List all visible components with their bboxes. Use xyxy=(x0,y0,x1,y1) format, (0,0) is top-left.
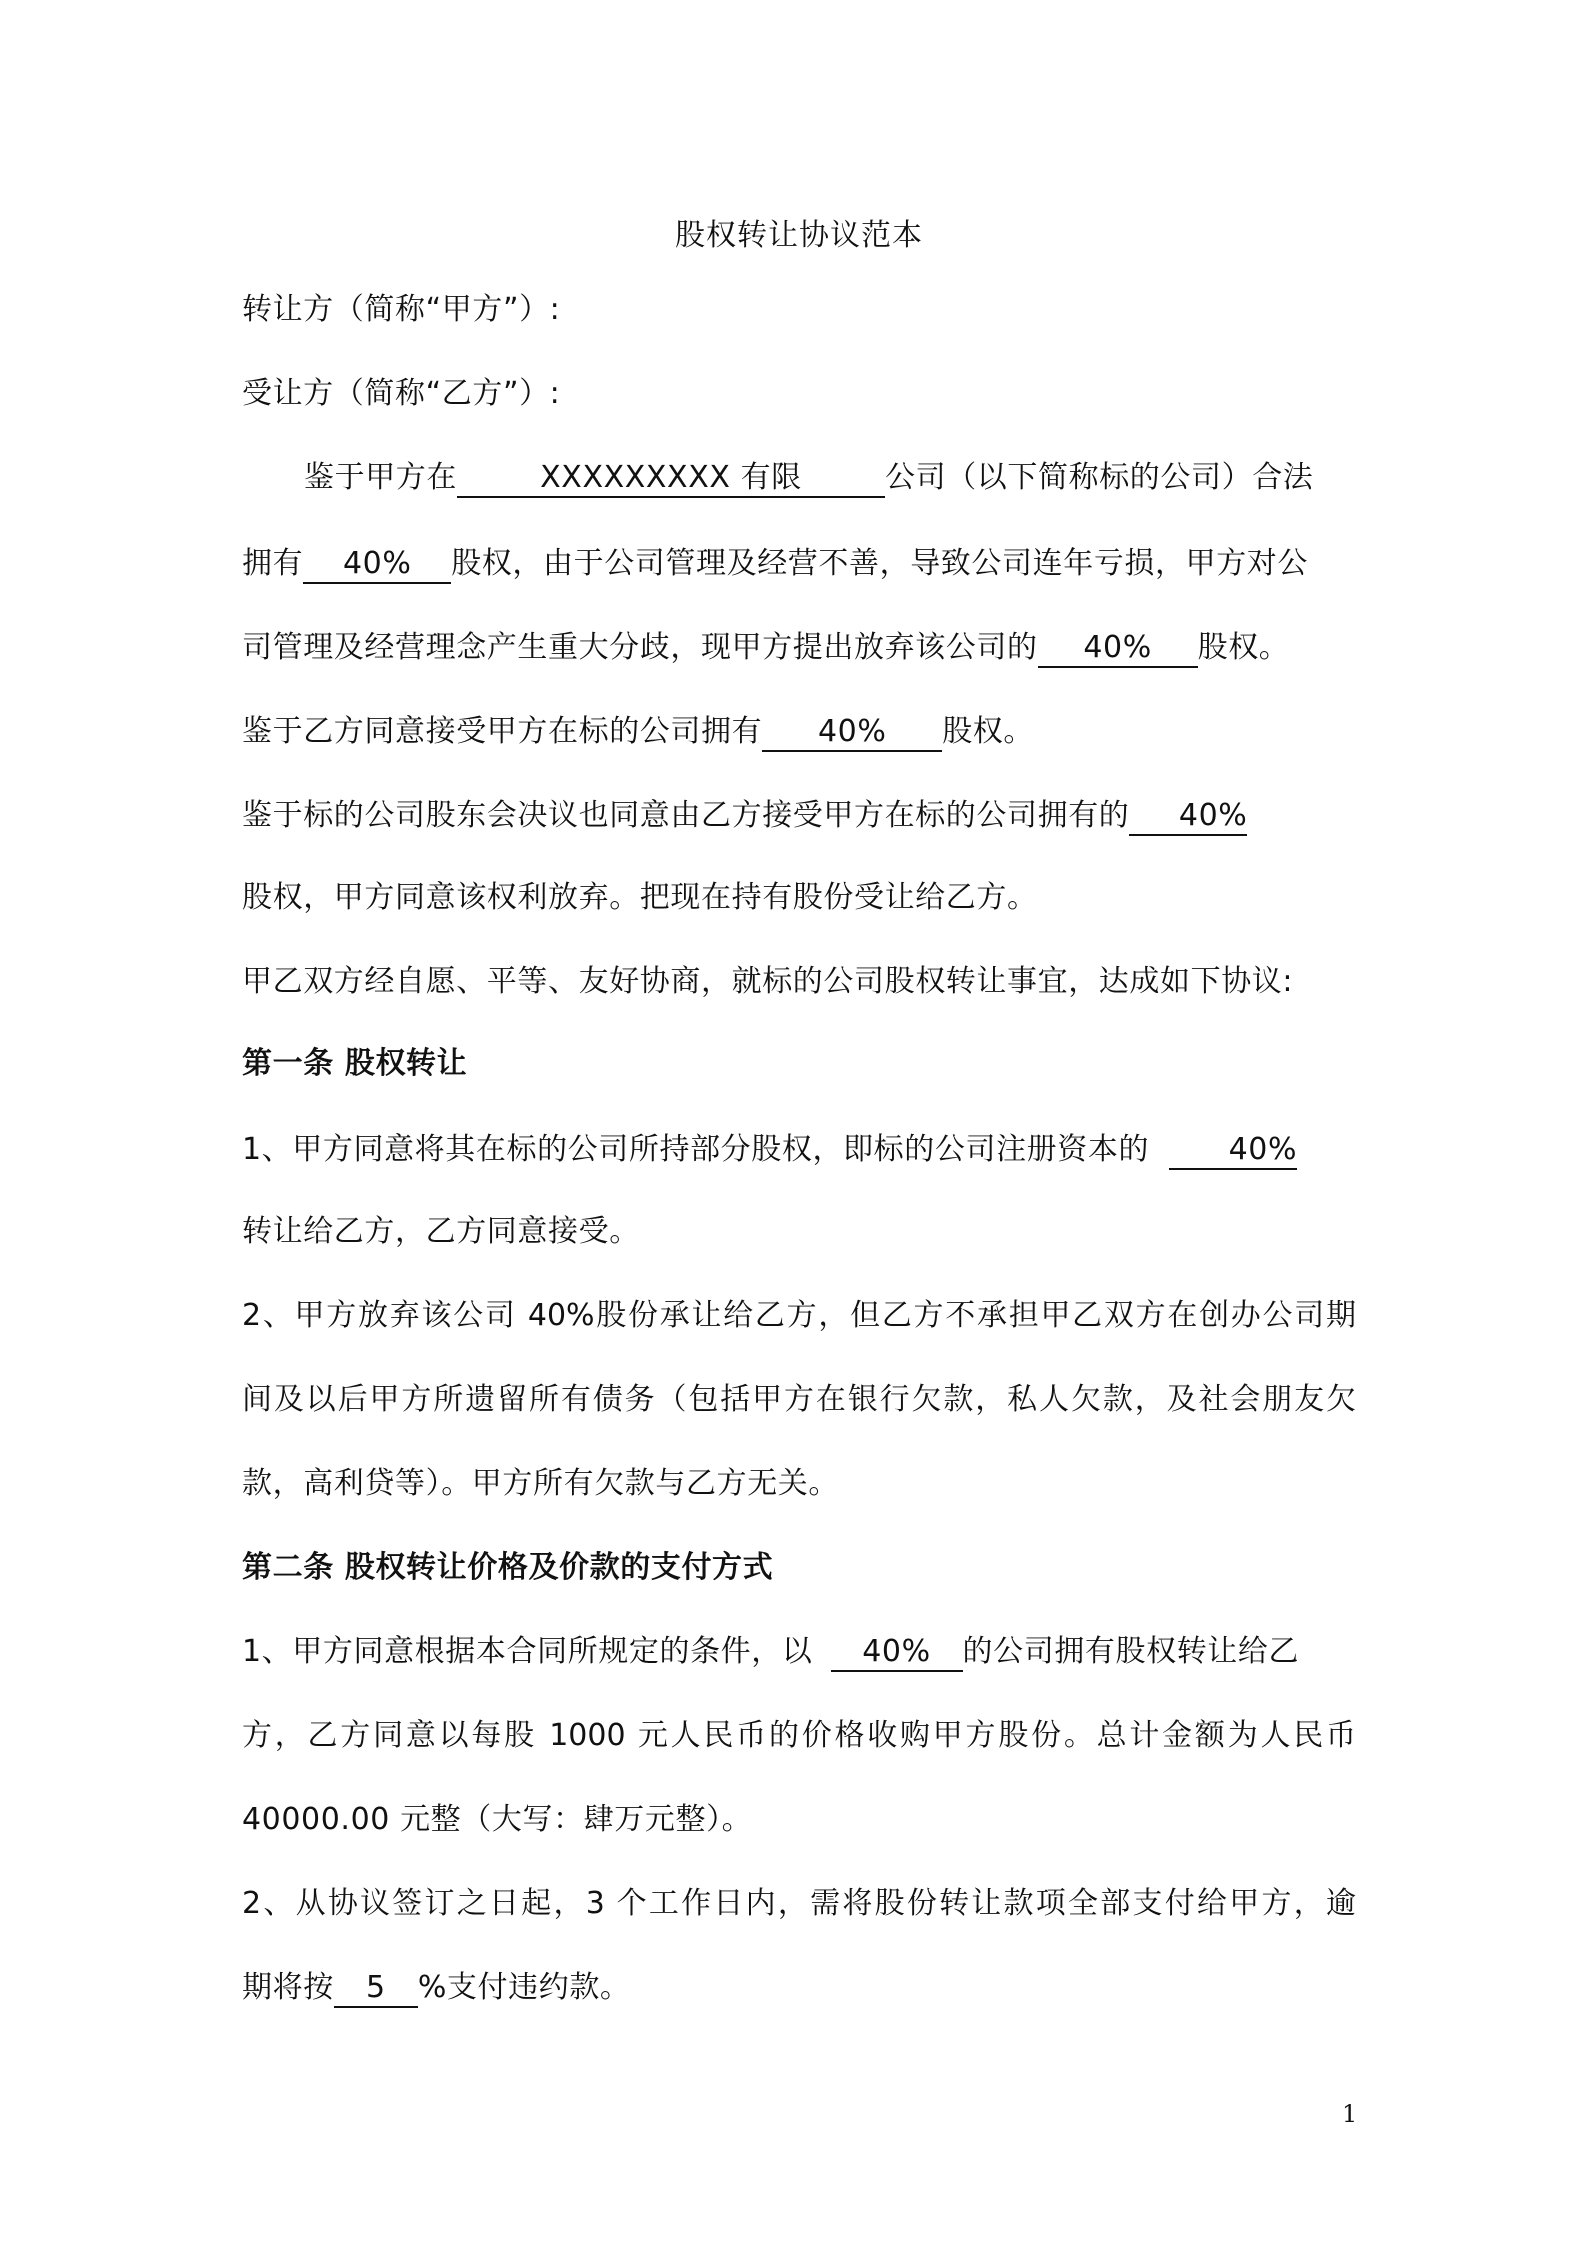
share-percent-blank: 40% xyxy=(303,546,451,584)
article2-item1-line1 xyxy=(242,1632,1299,1672)
document-title: 股权转让协议范本 xyxy=(675,218,923,253)
page-number: 1 xyxy=(1342,2100,1358,2128)
para1-line3 xyxy=(242,628,1289,668)
article1-item2-line1: 2、甲方放弃该公司 40%股份承让给乙方，但乙方不承担甲乙双方在创办公司期 xyxy=(242,1298,1356,1333)
para2-text-a: 鉴于乙方同意接受甲方在标的公司拥有 xyxy=(242,714,763,749)
para3-line2: 股权，甲方同意该权利放弃。把现在持有股份受让给乙方。 xyxy=(242,880,1038,915)
para1-line1-text-a: 鉴于甲方在 xyxy=(304,460,457,495)
para1-line3-text-a: 司管理及经营理念产生重大分歧，现甲方提出放弃该公司的 xyxy=(242,630,1038,665)
article1-item1-line1 xyxy=(242,1130,1297,1170)
share-percent-blank: 40% xyxy=(762,714,942,752)
para2-text-b: 股权。 xyxy=(942,714,1035,749)
share-percent-blank: 40% xyxy=(1129,798,1247,836)
transferor-line: 转让方（简称“甲方”）: xyxy=(242,292,561,327)
para1-line3-text-b: 股权。 xyxy=(1197,630,1290,665)
article2-item2-line1: 2、从协议签订之日起，3 个工作日内，需将股份转让款项全部支付给甲方，逾 xyxy=(242,1886,1356,1921)
article2-item2-text-a: 期将按 xyxy=(242,1970,334,2005)
article2-item1-text-a: 1、甲方同意根据本合同所规定的条件，以 xyxy=(242,1634,813,1669)
para1-line1 xyxy=(304,458,1313,498)
para1-line2 xyxy=(242,544,1308,584)
para3-line1-text-a: 鉴于标的公司股东会决议也同意由乙方接受甲方在标的公司拥有的 xyxy=(242,798,1130,833)
article2-item1-line3: 40000.00 元整（大写：肆万元整）。 xyxy=(242,1802,753,1837)
article2-item2-line2 xyxy=(242,1968,631,2008)
para1-line1-text-b: 公司（以下简称标的公司）合法 xyxy=(885,460,1314,495)
para1-line2-text-a: 拥有 xyxy=(242,546,304,581)
article2-item2-text-b: %支付违约款。 xyxy=(417,1970,631,2005)
article1-item2-line2: 间及以后甲方所遗留所有债务（包括甲方在银行欠款，私人欠款，及社会朋友欠 xyxy=(242,1382,1356,1417)
share-percent-blank: 40% xyxy=(1038,630,1198,668)
article2-heading: 第二条 股权转让价格及价款的支付方式 xyxy=(242,1550,774,1585)
article1-item1-text: 1、甲方同意将其在标的公司所持部分股权，即标的公司注册资本的 xyxy=(242,1132,1150,1167)
article1-item1-line2: 转让给乙方，乙方同意接受。 xyxy=(242,1214,640,1249)
company-name-blank: XXXXXXXXX 有限 xyxy=(457,460,885,498)
article2-item1-text-b: 的公司拥有股权转让给乙 xyxy=(962,1634,1300,1669)
article1-item2-line3: 款，高利贷等）。甲方所有欠款与乙方无关。 xyxy=(242,1466,839,1501)
penalty-rate-blank: 5 xyxy=(334,1970,418,2008)
transferee-line: 受让方（简称“乙方”）: xyxy=(242,376,561,411)
share-percent-blank: 40% xyxy=(1169,1132,1297,1170)
para4-line: 甲乙双方经自愿、平等、友好协商，就标的公司股权转让事宜，达成如下协议: xyxy=(242,964,1294,999)
share-percent-blank: 40% xyxy=(831,1634,963,1672)
para2-line xyxy=(242,712,1034,752)
para1-line2-text-b: 股权，由于公司管理及经营不善，导致公司连年亏损，甲方对公 xyxy=(451,546,1309,581)
para3-line1 xyxy=(242,796,1247,836)
article1-heading: 第一条 股权转让 xyxy=(242,1046,468,1081)
article2-item1-line2: 方，乙方同意以每股 1000 元人民币的价格收购甲方股份。总计金额为人民币 xyxy=(242,1718,1356,1753)
